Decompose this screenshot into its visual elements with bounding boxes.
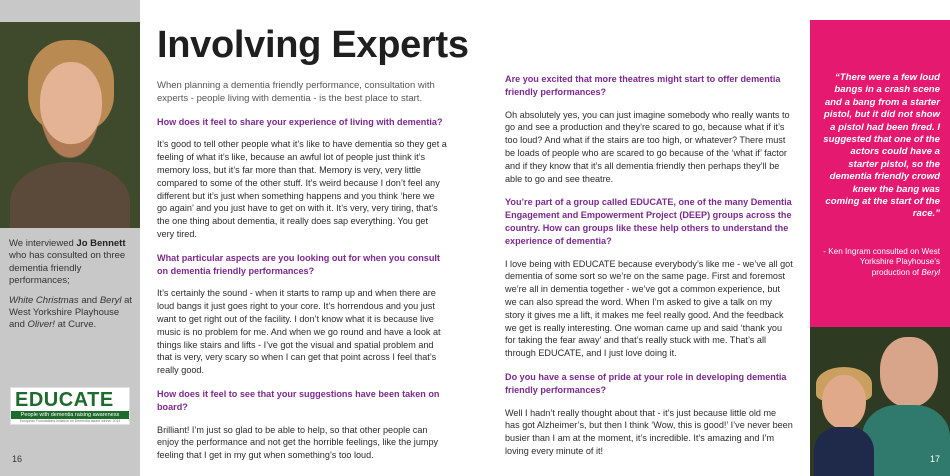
caption-show-1: White Christmas (9, 294, 79, 306)
attribution-text: - Ken Ingram consulted on West Yorkshire Playhouse’s production of (823, 247, 940, 277)
attribution-show: Beryl (921, 267, 940, 277)
question-1: How does it feel to share your experience of living with dementia? (157, 116, 443, 127)
portrait-photo-jo-bennett (0, 22, 140, 228)
answer-2: It’s certainly the sound - when it starts to ramp up and when there are loud bangs it just goes right to your core. It’s horrendous and you just want to get right out of the facility. I don’t know what it is because live music is no problem for me. And when we go round and have a look at things like stairs and lifts - I’ve got the visual and spatial problem and that is very, very scary so when I can get that point across I feel that’s really good. (157, 288, 441, 376)
intro-paragraph: When planning a dementia friendly performance, consultation with experts - people living with dementia - is the best place to start. (157, 80, 435, 104)
caption-suffix: who has consulted on three dementia friendly performances; (9, 250, 126, 287)
caption-show-3: Oliver! (27, 319, 55, 331)
question-6: Do you have a sense of pride at your role in developing dementia friendly performances? (505, 371, 787, 395)
pull-quote-attribution (822, 247, 940, 278)
answer-5: I love being with EDUCATE because everybody’s like me - we’ve all got dementia of some sort so we’re on the same page. First and foremost we’re all in dementia together - we’ve got a common experience, but we can also spread the word. When I’m asked to give a talk on my story it gives me a lift, it makes me feel really good. And the feedback we get is really interesting. One woman came up and said ‘thank you for taking the fear away’ and that’s really stuck with me. That’s all through EDUCATE, and I just love doing it. (505, 258, 793, 359)
answer-1: It’s good to tell other people what it’s like to have dementia so they get a feeling of what it’s like, because an awful lot of people just think it’s memory loss, but it’s far more than that. Memory is very, very little compared to some of the other stuff. It’s weird because I don’t feel any different but it’s just when something happens and you think ‘here we go again’ and you just have to get on with it. It’s very, very tiring, that’s the one thing about dementia, it really does sap everything. You get very tired. (157, 139, 447, 239)
caption-shows (9, 295, 137, 332)
photo-couple (810, 327, 950, 476)
answer-6: Well I hadn’t really thought about that - it’s just because little old me has got Alzheimer’s, but then I think ‘Wow, this is good!’ I’ve never been busier than I am at the moment, it’s incredible. It’s amazing and I’m loving every minute of it! (505, 407, 793, 456)
educate-logo-tagline: People with dementia raising awareness (11, 411, 129, 419)
question-4: Are you excited that more theatres might start to offer dementia friendly performances? (505, 74, 781, 97)
caption-name: Jo Bennett (76, 238, 126, 249)
photo-man-head (880, 337, 938, 407)
answer-3: Brilliant! I’m just so glad to be able to help, so that other people can enjoy the performance and not get the horrible feelings, like the jumpy feeling that I get in my gut when something’s too loud. (157, 424, 439, 461)
portrait-face (40, 62, 102, 144)
caption-prefix: We interviewed (9, 238, 77, 249)
photo-woman-body (814, 427, 874, 476)
sidebar-caption (9, 238, 137, 339)
question-3: How does it feel to see that your suggestions have been taken on board? (157, 388, 440, 412)
page-title: Involving Experts (157, 24, 469, 66)
portrait-body (10, 162, 130, 228)
educate-logo-word: EDUCATE (15, 389, 114, 411)
right-article-column (505, 73, 793, 469)
answer-4: Oh absolutely yes, you can just imagine somebody who really wants to go and see a production and they’re scared to go, because what if it’s too loud? And what if the stairs are too high, or whatever? There must be loads of people who are scared to go because of the ‘what if’ factor and if they know that it’s all dementia friendly then perhaps they’ll be able to go and see theatre. (505, 109, 790, 184)
caption-venue-1: at West Yorkshire Playhouse and (9, 294, 133, 331)
page-number-left: 16 (12, 454, 23, 464)
educate-logo (10, 387, 130, 425)
caption-and: and (78, 294, 100, 306)
caption-show-2: Beryl (99, 294, 122, 306)
question-2: What particular aspects are you looking out for when you consult on dementia friendly performances? (157, 252, 440, 276)
educate-logo-subline: European Foundations Initiative on Dementia award winner 2014 (19, 419, 121, 423)
photo-woman-head (822, 375, 866, 429)
caption-venue-2: at Curve. (54, 319, 97, 331)
caption-intro (9, 238, 137, 288)
left-article-column (157, 80, 447, 473)
pull-quote: “There were a few loud bangs in a crash scene and a bang from a starter pistol, but it did not show a pistol had been fired. I suggested that one of the actors could have a starter pistol, so the dementia friendly crowd knew the bang was coming at the start of the race.” (823, 72, 940, 220)
photo-man-body (862, 405, 950, 476)
pull-quote-panel (810, 20, 950, 327)
question-5: You’re part of a group called EDUCATE, one of the many Dementia Engagement and Empowerment Project (DEEP) groups across the country. How can groups like these help others to understand the experience of dementia? (505, 197, 792, 246)
page-number-right: 17 (930, 454, 941, 464)
